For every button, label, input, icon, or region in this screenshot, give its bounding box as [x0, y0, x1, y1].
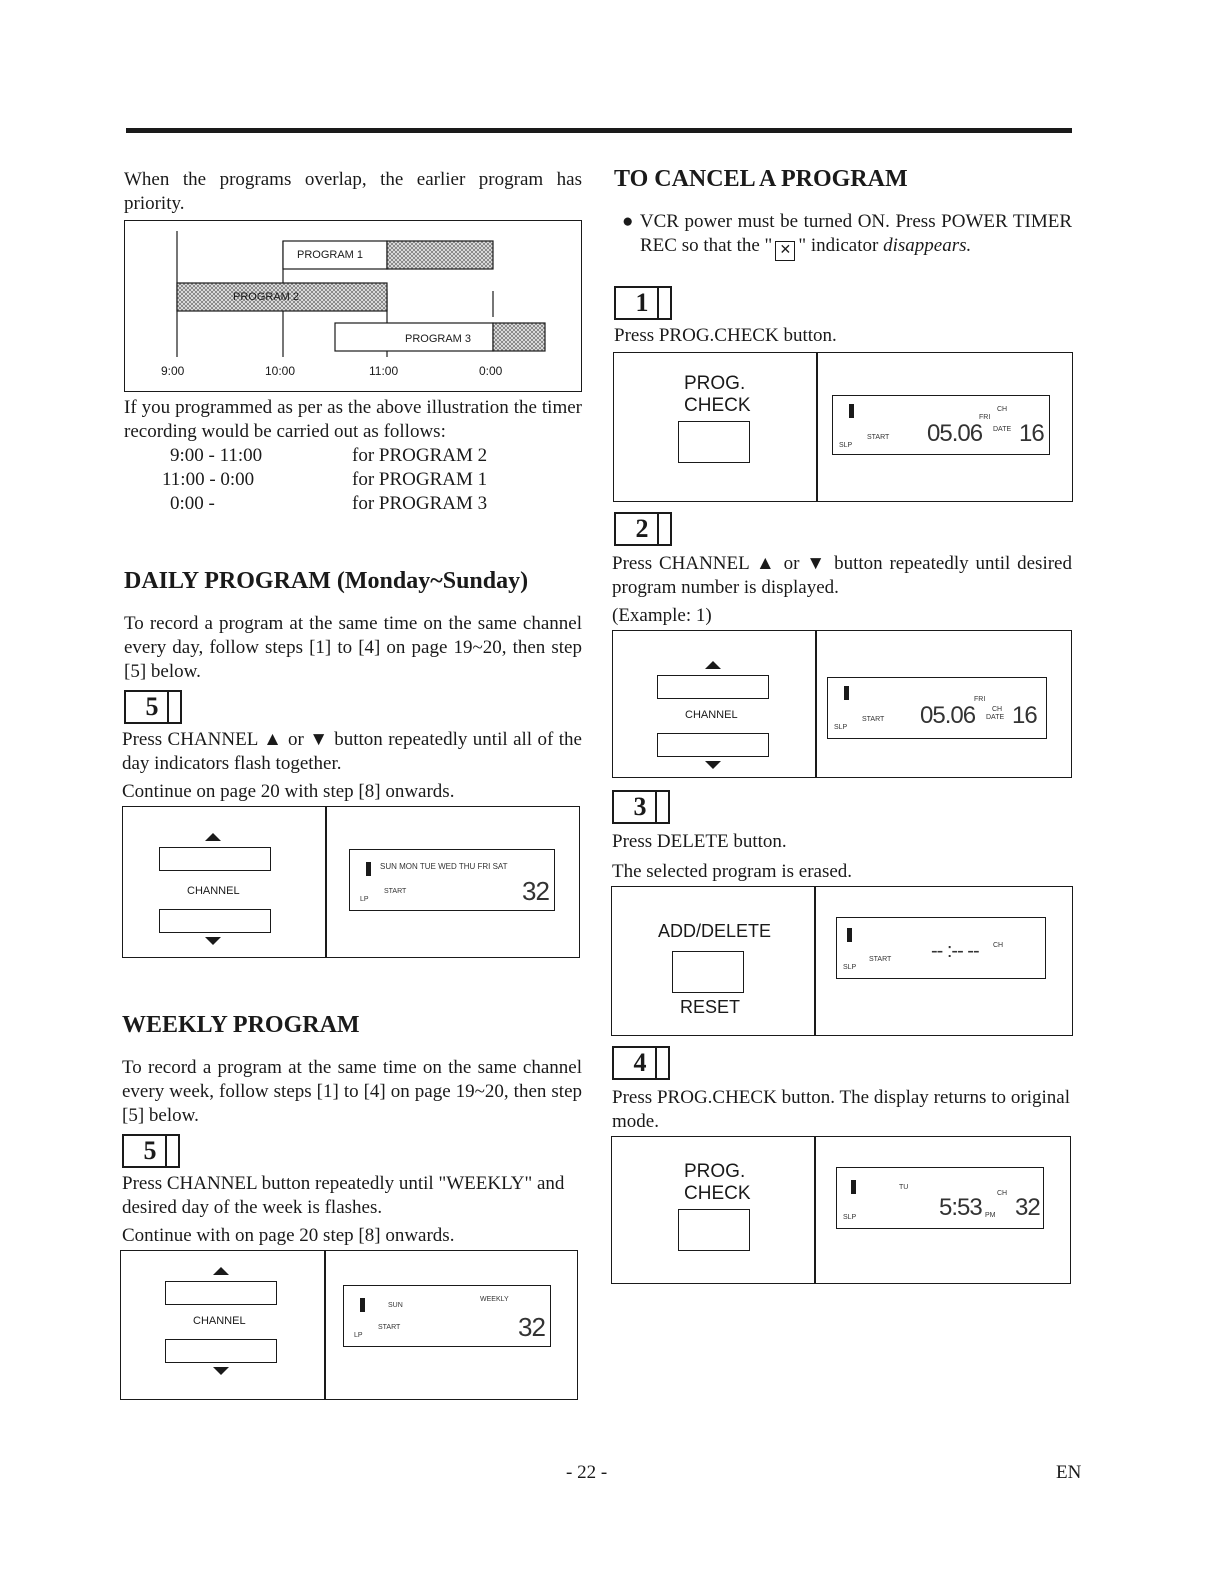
cancel-note-emphasis: disappears.: [883, 235, 972, 256]
step4-badge: [612, 1046, 670, 1080]
step2-text: Press CHANNEL ▲ or ▼ button repeatedly until desired program number is displayed.: [612, 553, 1072, 598]
schedule-program: for PROGRAM 3: [352, 493, 488, 514]
step-number: 2: [627, 514, 659, 544]
lcd-channel: 16: [1012, 702, 1037, 729]
lcd-ch-label: CH: [993, 942, 1004, 949]
program3-label: PROGRAM 3: [405, 333, 472, 345]
cancel-program-title: TO CANCEL A PROGRAM: [614, 166, 908, 192]
lcd-channel: 32: [518, 1312, 545, 1342]
prog-check-button[interactable]: [678, 1209, 750, 1251]
channel-up-button[interactable]: [657, 675, 769, 699]
step2-badge: [614, 512, 672, 546]
step1-badge: [614, 286, 672, 320]
lcd-weekly: WEEKLY: [480, 1296, 509, 1303]
program2-label: PROGRAM 2: [233, 291, 300, 303]
prog-check-line2: CHECK: [684, 1183, 751, 1204]
weekly-program-title: WEEKLY PROGRAM: [122, 1012, 360, 1038]
lcd-mode: LP: [354, 1332, 363, 1339]
lcd-ch-label: CH: [997, 1190, 1008, 1197]
lcd-indicator-bar: [847, 928, 852, 942]
schedule-program: for PROGRAM 1: [352, 469, 488, 490]
cancel-note: [622, 210, 1072, 261]
schedule-list: [162, 444, 590, 516]
step2-illustration-panel: [612, 630, 1072, 778]
weekly-step-text: Press CHANNEL button repeatedly until "WEEKLY" and desired day of the week is flashes.: [122, 1173, 565, 1218]
schedule-program: for PROGRAM 2: [352, 445, 488, 466]
add-delete-label: ADD/DELETE: [658, 921, 772, 941]
reset-label: RESET: [680, 997, 741, 1017]
lcd-indicator-bar: [849, 404, 854, 418]
weekly-illustration-panel: [120, 1250, 578, 1400]
weekly-continue: Continue with on page 20 step [8] onwards.: [122, 1225, 455, 1246]
lcd-indicator-bar: [360, 1298, 365, 1312]
lcd-start: START: [384, 888, 407, 895]
step3-text: Press DELETE button.: [612, 831, 787, 852]
cancel-note-text: VCR power must be turned ON. Press POWER TIMER REC so that the ": [639, 211, 1072, 256]
prog-check-label: [684, 1161, 751, 1205]
tick-label: 0:00: [479, 364, 503, 378]
step3-result: The selected program is erased.: [612, 861, 853, 882]
step-number: 1: [627, 288, 659, 318]
schedule-time: 11:00 - 0:00: [162, 469, 255, 490]
schedule-time: 0:00 -: [170, 493, 215, 514]
prog-check-line2: CHECK: [684, 395, 751, 416]
channel-down-button[interactable]: [159, 909, 271, 933]
channel-label: CHANNEL: [187, 885, 240, 897]
lcd-date-label: DATE: [986, 714, 1005, 721]
daily-step-text: Press CHANNEL ▲ or ▼ button repeatedly until all of the day indicators flash together.: [122, 729, 582, 774]
program-timeline-diagram: [124, 220, 582, 392]
daily-illustration-panel: [122, 806, 580, 958]
lcd-channel: 32: [522, 876, 549, 906]
weekly-intro: To record a program at the same time on the same channel every week, follow steps [1] to [4] on page 19~20, then step [5] below.: [122, 1057, 582, 1126]
lcd-start: START: [378, 1324, 401, 1331]
down-arrow-icon: [205, 937, 221, 945]
step1-text: Press PROG.CHECK button.: [614, 325, 837, 346]
lcd-blank-time: -- :-- --: [931, 940, 979, 962]
lcd-date: 05.06: [920, 702, 976, 729]
lcd-indicator-bar: [851, 1180, 856, 1194]
illustration-note: If you programmed as per as the above illustration the timer recording would be carried out as follows:: [124, 397, 582, 442]
channel-up-button[interactable]: [165, 1281, 277, 1305]
up-arrow-icon: [213, 1267, 229, 1275]
vcr-lcd-display: [349, 849, 555, 911]
lcd-tu: TU: [899, 1184, 909, 1191]
step3-badge: [612, 790, 670, 824]
overlap-note: When the programs overlap, the earlier program has priority.: [124, 169, 582, 214]
lcd-day: SUN: [388, 1302, 403, 1309]
lcd-mode: SLP: [839, 442, 853, 449]
lcd-start: START: [869, 956, 892, 963]
up-arrow-icon: [205, 833, 221, 841]
step4-text: Press PROG.CHECK button. The display returns to original mode.: [612, 1087, 1070, 1132]
step4-illustration-panel: [611, 1136, 1071, 1284]
language-code: EN: [1056, 1462, 1082, 1483]
lcd-ch-label: CH: [997, 406, 1008, 413]
lcd-mode: SLP: [843, 1214, 857, 1221]
vcr-lcd-display: [836, 1167, 1044, 1229]
weekly-step-badge: [122, 1134, 180, 1168]
step1-illustration-panel: [613, 352, 1073, 502]
step-number: 5: [137, 692, 169, 722]
lcd-date: 05.06: [927, 420, 983, 447]
lcd-channel: 16: [1019, 420, 1044, 447]
up-arrow-icon: [705, 661, 721, 669]
channel-label: CHANNEL: [193, 1315, 246, 1327]
vcr-lcd-display: [836, 917, 1046, 979]
lcd-channel: 32: [1015, 1194, 1040, 1221]
add-delete-button[interactable]: [672, 951, 744, 993]
lcd-start: START: [862, 716, 885, 723]
schedule-row: [162, 468, 590, 492]
prog-check-line1: PROG.: [684, 1161, 746, 1182]
schedule-row: [170, 492, 590, 516]
lcd-day: FRI: [979, 414, 991, 421]
lcd-start: START: [867, 434, 890, 441]
channel-up-button[interactable]: [159, 847, 271, 871]
lcd-mode: SLP: [843, 964, 857, 971]
program1-label: PROGRAM 1: [297, 249, 364, 261]
prog-check-line1: PROG.: [684, 373, 746, 394]
down-arrow-icon: [213, 1367, 229, 1375]
program3-hatch: [493, 323, 545, 351]
lcd-day: FRI: [974, 696, 986, 703]
page-number: - 22 -: [566, 1462, 608, 1483]
tick-label: 9:00: [161, 364, 185, 378]
lcd-mode: LP: [360, 896, 369, 903]
header-rule: [126, 128, 1072, 133]
channel-label: CHANNEL: [685, 709, 738, 721]
daily-program-title: DAILY PROGRAM (Monday~Sunday): [124, 568, 529, 594]
cancel-note-text: " indicator: [798, 235, 879, 256]
program1-hatch: [387, 241, 493, 269]
schedule-time: 9:00 - 11:00: [170, 445, 263, 466]
lcd-ch-label: CH: [992, 706, 1003, 713]
tick-label: 11:00: [369, 364, 399, 378]
lcd-date-label: DATE: [993, 426, 1012, 433]
step-number: 3: [625, 792, 657, 822]
prog-check-label: [684, 373, 751, 417]
channel-down-button[interactable]: [165, 1339, 277, 1363]
step-number: 4: [625, 1048, 657, 1078]
channel-down-button[interactable]: [657, 733, 769, 757]
step-number: 5: [135, 1136, 167, 1166]
vcr-lcd-display: [832, 395, 1050, 455]
lcd-time: 5:53: [939, 1194, 982, 1221]
vcr-lcd-display: [343, 1285, 551, 1347]
timer-indicator-icon: ✕: [775, 241, 795, 261]
prog-check-button[interactable]: [678, 421, 750, 463]
daily-continue: Continue on page 20 with step [8] onwards.: [122, 781, 455, 802]
daily-intro: To record a program at the same time on the same channel every day, follow steps [1] to [4] on page 19~20, then step [5] below.: [124, 613, 582, 682]
step2-example: (Example: 1): [612, 605, 712, 626]
step3-illustration-panel: [611, 886, 1073, 1036]
down-arrow-icon: [705, 761, 721, 769]
vcr-lcd-display: [827, 677, 1047, 739]
lcd-indicator-bar: [844, 686, 849, 700]
bullet-icon: ●: [622, 211, 640, 232]
lcd-mode: SLP: [834, 724, 848, 731]
daily-step-badge: [124, 690, 182, 724]
lcd-indicator-bar: [366, 862, 371, 876]
tick-label: 10:00: [265, 364, 296, 378]
lcd-days: SUN MON TUE WED THU FRI SAT: [380, 862, 508, 871]
lcd-pm: PM: [985, 1212, 996, 1219]
schedule-row: [170, 444, 590, 468]
